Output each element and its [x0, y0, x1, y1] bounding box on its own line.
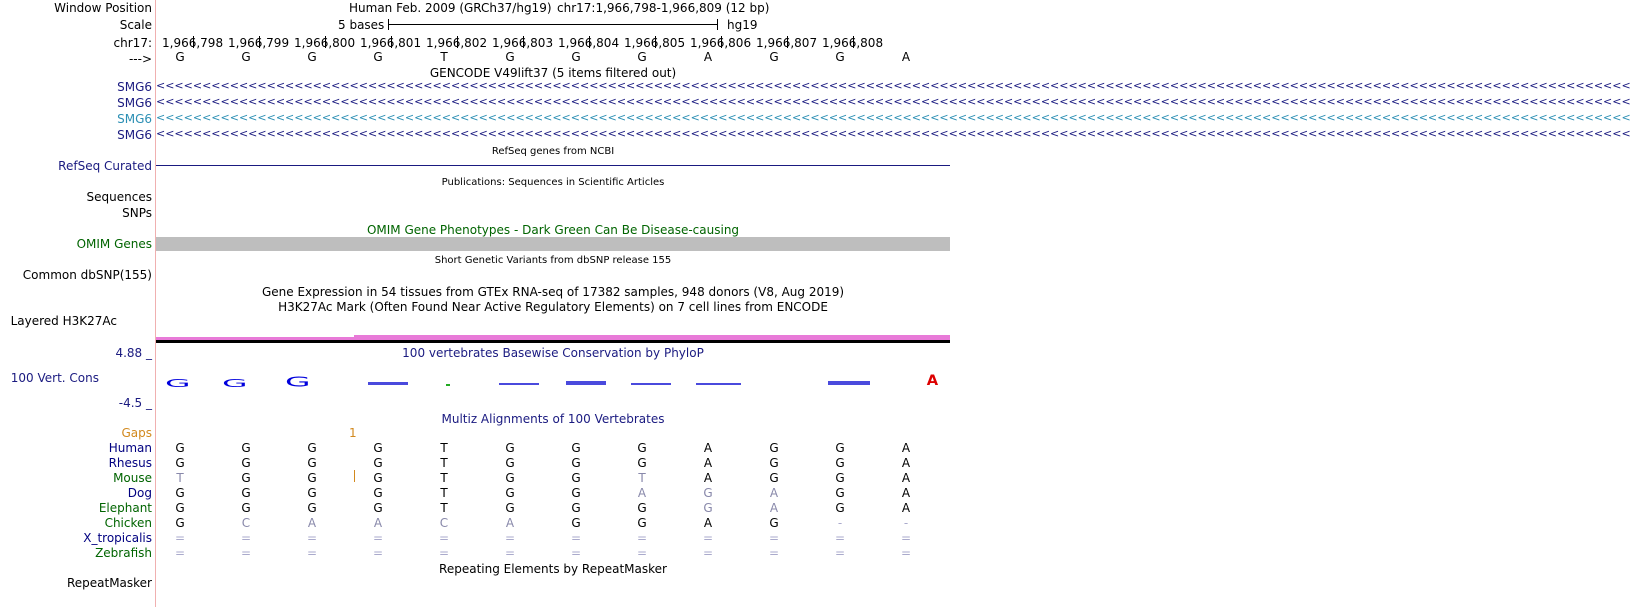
- alignment-base: A: [505, 516, 515, 530]
- alignment-base: T: [176, 471, 184, 485]
- phylop-glyph-4: [368, 382, 408, 385]
- scale-bar-right-cap: [717, 19, 718, 30]
- alignment-base: G: [637, 516, 647, 530]
- omim-track-title: OMIM Gene Phenotypes - Dark Green Can Be Disease-causing: [366, 223, 740, 237]
- alignment-base: G: [241, 486, 251, 500]
- species-label[interactable]: Rhesus: [108, 456, 152, 470]
- track-label-smg6-4[interactable]: SMG6: [117, 128, 152, 142]
- alignment-base: A: [901, 456, 911, 470]
- alignment-base: T: [440, 441, 448, 455]
- track-label-smg6-2[interactable]: SMG6: [117, 96, 152, 110]
- phylop-glyph-7: [566, 381, 606, 385]
- track-label-snps[interactable]: SNPs: [122, 206, 152, 220]
- gencode-track-title: GENCODE V49lift37 (5 items filtered out): [429, 66, 677, 80]
- alignment-base: G: [769, 456, 779, 470]
- alignment-base: =: [438, 546, 450, 560]
- alignment-base: A: [637, 486, 647, 500]
- track-label-repeatmasker[interactable]: RepeatMasker: [66, 576, 152, 590]
- track-label-gaps[interactable]: Gaps: [121, 426, 152, 440]
- alignment-base: =: [702, 531, 714, 545]
- phylop-glyph-2: G: [222, 376, 248, 390]
- ruler-coordinate-label: 1,966,800: [294, 36, 356, 50]
- h3k27ac-track-title: H3K27Ac Mark (Often Found Near Active Regulatory Elements) on 7 cell lines from ENCODE: [278, 300, 828, 314]
- alignment-base: G: [571, 471, 581, 485]
- alignment-base: =: [504, 531, 516, 545]
- ruler-coordinate-label: 1,966,798: [162, 36, 224, 50]
- alignment-base: T: [440, 471, 448, 485]
- alignment-base: G: [769, 471, 779, 485]
- alignment-base: =: [570, 531, 582, 545]
- alignment-base: G: [769, 441, 779, 455]
- alignment-base: A: [373, 516, 383, 530]
- alignment-base: A: [307, 516, 317, 530]
- alignment-base: A: [703, 516, 713, 530]
- alignment-base: G: [307, 441, 317, 455]
- strand-arrows: <<<<<<<<<<<<<<<<<<<<<<<<<<<<<<<<<<<<<<<<<<<<<<<<<<<<<<<<<<<<<<<<<<<<<<<<<<<<<<<<<<<<<<<<<<<<<<<<<<<<<<<<<<<<<<<<<<<<<<<<<<<<<<<<<<<<<<<<<<<<<<<<<<<<<<<<<<<<<<<<: [156, 111, 1631, 124]
- alignment-base: =: [636, 546, 648, 560]
- alignment-base: =: [570, 546, 582, 560]
- track-label-column: [0, 0, 154, 607]
- base-letter: G: [241, 50, 251, 64]
- species-label[interactable]: Dog: [127, 486, 152, 500]
- alignment-base: G: [307, 456, 317, 470]
- phylop-glyph-1: G: [165, 376, 191, 390]
- alignment-base: G: [175, 486, 185, 500]
- species-label[interactable]: Elephant: [98, 501, 152, 515]
- alignment-base: G: [505, 441, 515, 455]
- base-letter: G: [175, 50, 185, 64]
- alignment-base: A: [703, 456, 713, 470]
- gene-feature-smg6-1[interactable]: [156, 79, 1631, 93]
- dbsnp-track-title: Short Genetic Variants from dbSNP release 155: [434, 255, 672, 266]
- mouse-gap-marker: [354, 470, 355, 482]
- base-letter: G: [769, 50, 779, 64]
- ruler-coordinate-label: 1,966,807: [756, 36, 818, 50]
- alignment-base: -: [903, 516, 909, 530]
- refseq-track-title: RefSeq genes from NCBI: [491, 146, 615, 157]
- base-letter: A: [703, 50, 713, 64]
- alignment-base: C: [439, 516, 449, 530]
- track-label-h3k27ac[interactable]: Layered H3K27Ac: [10, 314, 117, 328]
- alignment-base: =: [768, 546, 780, 560]
- alignment-base: G: [373, 456, 383, 470]
- strand-arrows: <<<<<<<<<<<<<<<<<<<<<<<<<<<<<<<<<<<<<<<<<<<<<<<<<<<<<<<<<<<<<<<<<<<<<<<<<<<<<<<<<<<<<<<<<<<<<<<<<<<<<<<<<<<<<<<<<<<<<<<<<<<<<<<<<<<<<<<<<<<<<<<<<<<<<<<<<<<<<<<<: [156, 95, 1631, 108]
- alignment-base: G: [505, 501, 515, 515]
- alignment-base: G: [307, 486, 317, 500]
- alignment-base: G: [835, 501, 845, 515]
- track-label-dbsnp[interactable]: Common dbSNP(155): [22, 268, 152, 282]
- gene-feature-smg6-4[interactable]: [156, 127, 1631, 141]
- gtex-track-title: Gene Expression in 54 tissues from GTEx RNA-seq of 17382 samples, 948 donors (V8, Aug 2019): [261, 285, 845, 299]
- alignment-base: A: [901, 486, 911, 500]
- gene-feature-smg6-2[interactable]: [156, 95, 1631, 109]
- alignment-base: G: [175, 501, 185, 515]
- alignment-base: G: [307, 501, 317, 515]
- alignment-base: G: [175, 441, 185, 455]
- ruler-coordinate-label: 1,966,808: [822, 36, 884, 50]
- scale-db-label: hg19: [727, 18, 758, 32]
- base-letter: T: [440, 50, 448, 64]
- ruler-coordinate-label: 1,966,804: [558, 36, 620, 50]
- alignment-base: G: [505, 471, 515, 485]
- ruler-coordinate-label: 1,966,799: [228, 36, 290, 50]
- alignment-base: G: [373, 471, 383, 485]
- alignment-base: G: [373, 486, 383, 500]
- alignment-base: -: [837, 516, 843, 530]
- alignment-base: =: [834, 546, 846, 560]
- alignment-base: G: [637, 441, 647, 455]
- base-letter: G: [307, 50, 317, 64]
- track-label-refseq[interactable]: RefSeq Curated: [58, 159, 152, 173]
- phylop-glyph-9: [696, 383, 741, 385]
- h3k27ac-baseline: [156, 340, 950, 343]
- alignment-base: A: [703, 471, 713, 485]
- alignment-base: G: [241, 501, 251, 515]
- alignment-base: =: [768, 531, 780, 545]
- track-label-cons[interactable]: 100 Vert. Cons: [10, 371, 99, 385]
- scale-bar-left-cap: [388, 19, 389, 30]
- base-letter: G: [505, 50, 515, 64]
- species-label[interactable]: Human: [108, 441, 152, 455]
- publications-track-title: Publications: Sequences in Scientific Articles: [441, 177, 665, 188]
- gap-count-label: 1: [349, 426, 357, 440]
- strand-arrows: <<<<<<<<<<<<<<<<<<<<<<<<<<<<<<<<<<<<<<<<<<<<<<<<<<<<<<<<<<<<<<<<<<<<<<<<<<<<<<<<<<<<<<<<<<<<<<<<<<<<<<<<<<<<<<<<<<<<<<<<<<<<<<<<<<<<<<<<<<<<<<<<<<<<<<<<<<<<<<<<: [156, 127, 1631, 140]
- base-letter: G: [571, 50, 581, 64]
- strand-arrows: <<<<<<<<<<<<<<<<<<<<<<<<<<<<<<<<<<<<<<<<<<<<<<<<<<<<<<<<<<<<<<<<<<<<<<<<<<<<<<<<<<<<<<<<<<<<<<<<<<<<<<<<<<<<<<<<<<<<<<<<<<<<<<<<<<<<<<<<<<<<<<<<<<<<<<<<<<<<<<<<: [156, 79, 1631, 92]
- alignment-base: G: [505, 456, 515, 470]
- alignment-base: T: [440, 501, 448, 515]
- phylop-glyph-8: [631, 383, 671, 385]
- alignment-base: T: [638, 471, 646, 485]
- alignment-base: G: [637, 501, 647, 515]
- multiz-track-title: Multiz Alignments of 100 Vertebrates: [441, 412, 665, 426]
- alignment-base: A: [901, 441, 911, 455]
- alignment-base: =: [504, 546, 516, 560]
- species-label[interactable]: X_tropicalis: [83, 531, 152, 545]
- alignment-base: G: [373, 441, 383, 455]
- base-letter: G: [835, 50, 845, 64]
- track-label-smg6-1[interactable]: SMG6: [117, 80, 152, 94]
- omim-gene-bar[interactable]: [156, 237, 950, 251]
- alignment-base: =: [306, 546, 318, 560]
- gene-feature-smg6-3[interactable]: [156, 111, 1631, 125]
- assembly-title: Human Feb. 2009 (GRCh37/hg19): [349, 1, 552, 15]
- track-label-sequences[interactable]: Sequences: [86, 190, 152, 204]
- alignment-base: G: [835, 486, 845, 500]
- base-letter: G: [637, 50, 647, 64]
- base-letter: G: [373, 50, 383, 64]
- alignment-base: G: [241, 441, 251, 455]
- alignment-base: =: [900, 546, 912, 560]
- alignment-base: G: [637, 456, 647, 470]
- ruler-coordinate-label: 1,966,805: [624, 36, 686, 50]
- phylop-glyph-3: G: [285, 374, 311, 390]
- alignment-base: A: [901, 471, 911, 485]
- alignment-base: =: [636, 531, 648, 545]
- alignment-base: =: [372, 546, 384, 560]
- alignment-base: =: [900, 531, 912, 545]
- alignment-base: G: [373, 501, 383, 515]
- browser-image[interactable]: [156, 0, 1631, 607]
- phylop-logo[interactable]: [156, 365, 950, 395]
- alignment-base: =: [174, 531, 186, 545]
- ruler-coordinate-label: 1,966,802: [426, 36, 488, 50]
- alignment-base: =: [240, 546, 252, 560]
- phylop-track-title: 100 vertebrates Basewise Conservation by PhyloP: [402, 346, 704, 360]
- chrom-label: chr17:: [113, 36, 152, 50]
- alignment-base: A: [769, 501, 779, 515]
- alignment-base: =: [438, 531, 450, 545]
- track-label-smg6-3[interactable]: SMG6: [117, 112, 152, 126]
- alignment-base: G: [571, 516, 581, 530]
- alignment-base: G: [835, 441, 845, 455]
- alignment-base: G: [769, 516, 779, 530]
- species-label[interactable]: Zebrafish: [95, 546, 152, 560]
- alignment-base: G: [703, 501, 713, 515]
- alignment-base: =: [372, 531, 384, 545]
- cons-max-label: 4.88 _: [115, 346, 152, 360]
- alignment-base: =: [174, 546, 186, 560]
- phylop-glyph-6: [499, 383, 539, 385]
- alignment-base: =: [306, 531, 318, 545]
- alignment-base: =: [834, 531, 846, 545]
- alignment-base: G: [703, 486, 713, 500]
- alignment-base: G: [571, 501, 581, 515]
- alignment-base: G: [835, 456, 845, 470]
- alignment-base: =: [702, 546, 714, 560]
- alignment-base: G: [835, 471, 845, 485]
- position-readout: chr17:1,966,798-1,966,809 (12 bp): [557, 1, 770, 15]
- alignment-base: =: [240, 531, 252, 545]
- alignment-base: G: [571, 486, 581, 500]
- alignment-base: G: [241, 456, 251, 470]
- phylop-glyph-10: [828, 381, 870, 385]
- alignment-base: G: [307, 471, 317, 485]
- refseq-gene-line[interactable]: [156, 165, 950, 166]
- alignment-base: G: [175, 516, 185, 530]
- alignment-base: G: [571, 441, 581, 455]
- ruler-coordinate-label: 1,966,806: [690, 36, 752, 50]
- cons-min-label: -4.5 _: [118, 396, 152, 410]
- alignment-base: C: [241, 516, 251, 530]
- scale-label: Scale: [119, 18, 152, 32]
- scale-bar: [388, 24, 718, 25]
- alignment-base: G: [175, 456, 185, 470]
- ruler-coordinate-label: 1,966,803: [492, 36, 554, 50]
- alignment-base: G: [571, 456, 581, 470]
- track-label-omim[interactable]: OMIM Genes: [76, 237, 152, 251]
- strand-label[interactable]: --->: [128, 52, 152, 66]
- window-position-label: Window Position: [54, 1, 152, 15]
- alignment-base: A: [901, 501, 911, 515]
- base-letter: A: [901, 50, 911, 64]
- alignment-base: A: [703, 441, 713, 455]
- scale-bases-label: 5 bases: [338, 18, 385, 32]
- species-label[interactable]: Chicken: [104, 516, 152, 530]
- alignment-base: A: [769, 486, 779, 500]
- ruler-coordinate-label: 1,966,801: [360, 36, 422, 50]
- alignment-base: G: [241, 471, 251, 485]
- alignment-base: G: [505, 486, 515, 500]
- repeatmasker-track-title: Repeating Elements by RepeatMasker: [439, 562, 667, 576]
- phylop-glyph-11: A: [926, 373, 939, 389]
- phylop-glyph-5: [446, 384, 450, 386]
- alignment-base: T: [440, 456, 448, 470]
- species-label[interactable]: Mouse: [113, 471, 152, 485]
- alignment-base: T: [440, 486, 448, 500]
